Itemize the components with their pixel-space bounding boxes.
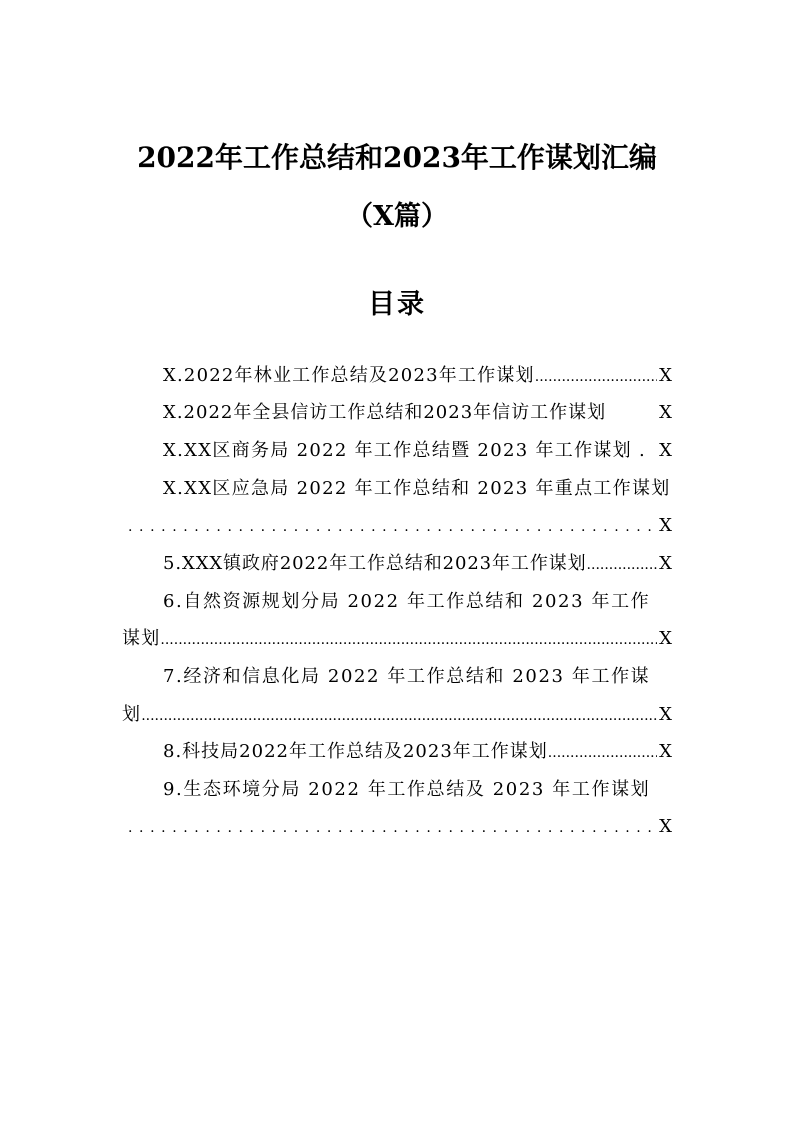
toc-page-number: X [659, 515, 672, 536]
toc-leader-dots [535, 365, 657, 389]
toc-entry-7[interactable] [163, 665, 672, 689]
toc-page-number: X [659, 741, 672, 762]
toc-entry-5[interactable] [163, 552, 672, 576]
toc-leader-dots [128, 515, 657, 539]
toc-page-number: X [659, 628, 672, 649]
toc-entry-9-leader[interactable] [128, 815, 672, 839]
document-subtitle: （X篇） [346, 201, 448, 232]
toc-entry-text: 7.经济和信息化局 2022 年工作总结和 2023 年工作谋 [163, 666, 651, 687]
toc-page-number: X [659, 365, 672, 386]
toc-entry-6[interactable] [163, 590, 672, 614]
toc-entry-2[interactable] [163, 401, 672, 425]
toc-entry-text-cont: 谋划 [122, 628, 161, 649]
toc-entry-text: X.XX区应急局 2022 年工作总结和 2023 年重点工作谋划 [163, 478, 671, 499]
toc-entry-4[interactable] [163, 477, 672, 501]
toc-entry-text: X.2022年全县信访工作总结和2023年信访工作谋划 [163, 402, 607, 423]
document-title: 2022年工作总结和2023年工作谋划汇编 [137, 141, 657, 174]
toc-page-number: X [659, 553, 672, 574]
toc-entry-9[interactable] [163, 778, 672, 802]
toc-leader-dots [548, 741, 657, 765]
toc-leader-dots [141, 704, 657, 728]
toc-entry-4-leader[interactable] [128, 514, 672, 538]
toc-entry-text: X.XX区商务局 2022 年工作总结暨 2023 年工作谋划 . [163, 440, 647, 461]
toc-entry-text: 9.生态环境分局 2022 年工作总结及 2023 年工作谋划 [163, 779, 651, 800]
toc-heading: 目录 [368, 289, 426, 320]
toc-entry-1[interactable] [163, 364, 672, 388]
toc-entry-text: 8.科技局2022年工作总结及2023年工作谋划 [163, 741, 548, 762]
toc-page-number: X [659, 402, 672, 423]
toc-leader-dots [160, 628, 657, 652]
toc-page-number: X [659, 816, 672, 837]
toc-leader-dots [587, 553, 658, 577]
toc-entry-text: 5.XXX镇政府2022年工作总结和2023年工作谋划 [163, 553, 587, 574]
toc-entry-text-cont: 划 [122, 704, 142, 725]
toc-entry-7-cont[interactable] [122, 703, 672, 727]
toc-page-number: X [659, 704, 672, 725]
toc-entry-text: 6.自然资源规划分局 2022 年工作总结和 2023 年工作 [163, 591, 651, 612]
toc-entry-text: X.2022年林业工作总结及2023年工作谋划 [163, 365, 535, 386]
toc-page-number: X [659, 440, 672, 461]
toc-leader-dots [128, 816, 657, 840]
toc-entry-8[interactable] [163, 740, 672, 764]
toc-entry-6-cont[interactable] [122, 627, 672, 651]
toc-entry-3[interactable] [163, 439, 672, 463]
